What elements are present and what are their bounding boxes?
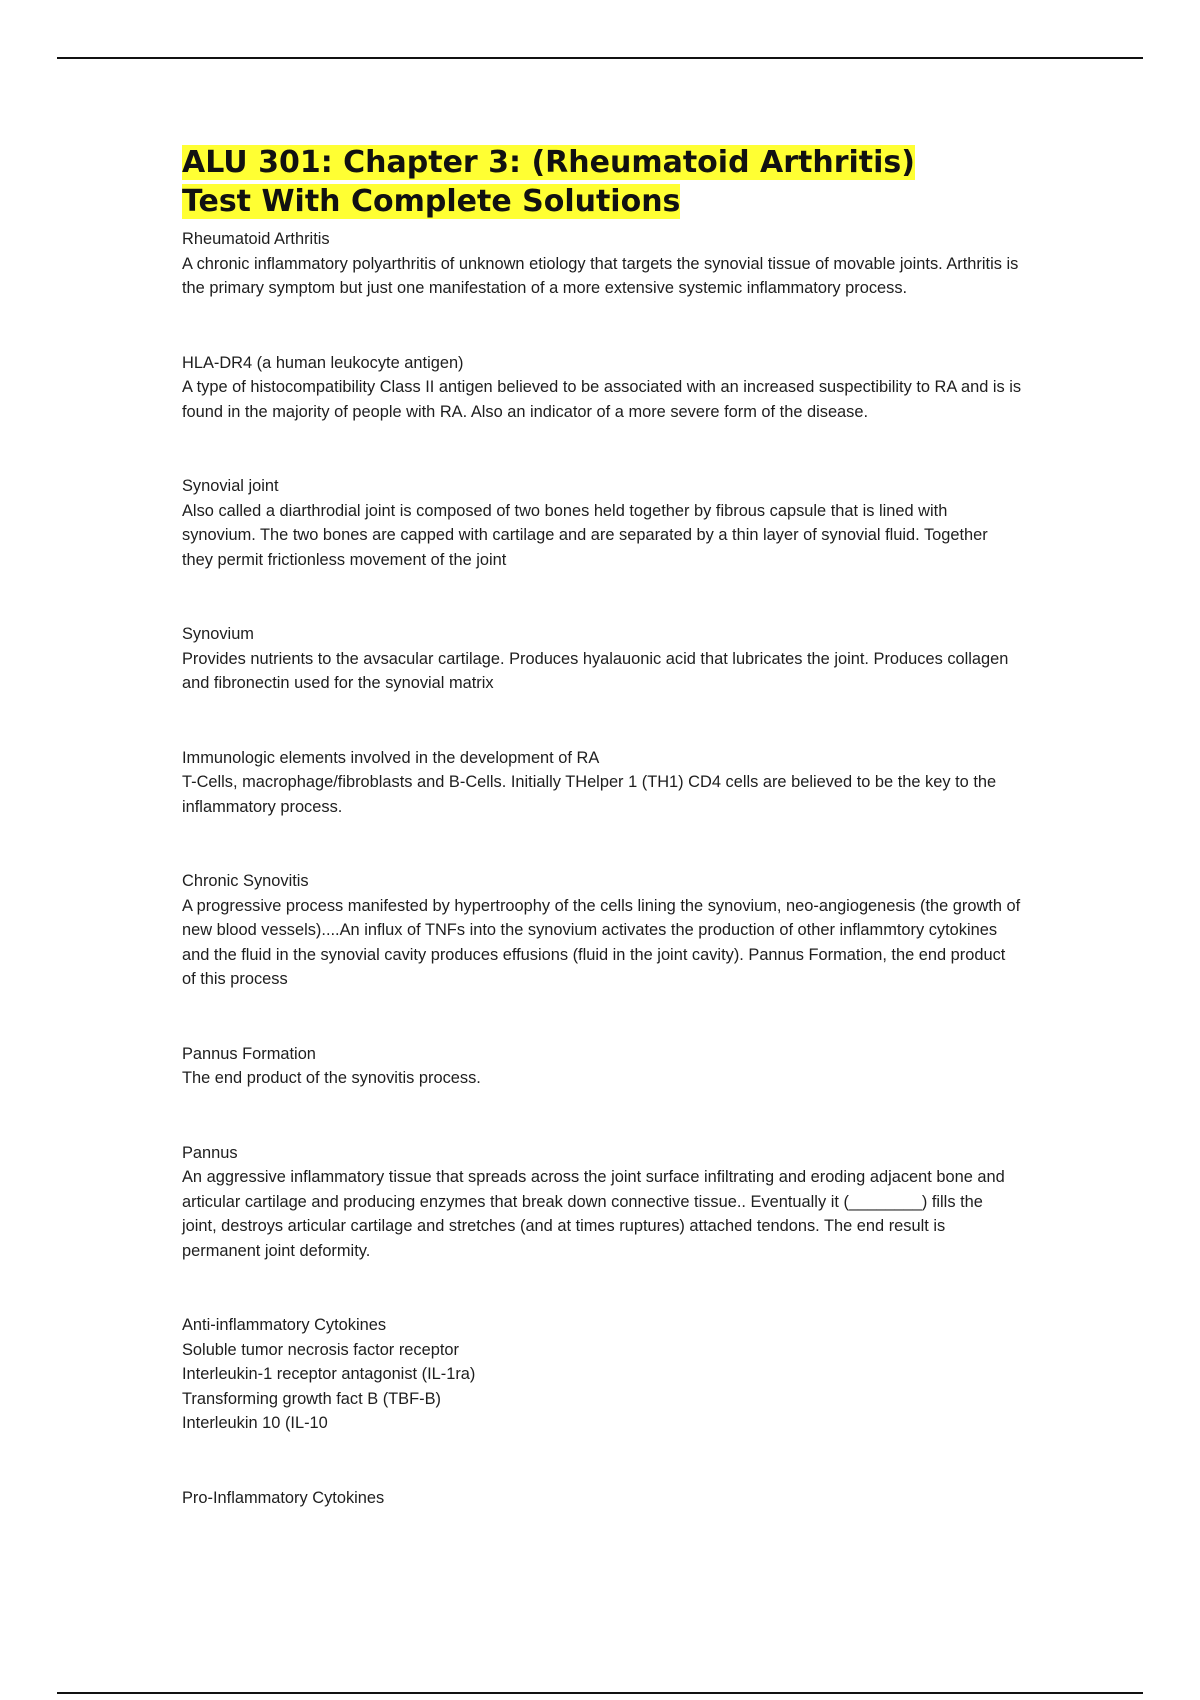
entry-term: Rheumatoid Arthritis: [182, 230, 330, 248]
entry-definition: A chronic inflammatory polyarthritis of unknown etiology that targets the synovial tissue of movable joints. Arthritis is the primary symptom but just one manifestation of a more extensive systemic inflammatory process.: [182, 254, 1023, 297]
title-line-1: ALU 301: Chapter 3: (Rheumatoid Arthritis): [182, 145, 915, 180]
entry-term: Anti-inflammatory Cytokines: [182, 1316, 387, 1334]
entry-rheumatoid-arthritis: [182, 227, 1022, 301]
entry-definition: A type of histocompatibility Class II antigen believed to be associated with an increased suspectibility to RA and is is found in the majority of people with RA. Also an indicator of a more severe form of the disease.: [182, 378, 1026, 421]
cytokine-item: Interleukin-1 receptor antagonist (IL-1ra): [182, 1365, 476, 1383]
cytokine-item: Soluble tumor necrosis factor receptor: [182, 1340, 459, 1359]
entry-definition: A progressive process manifested by hypertroophy of the cells lining the synovium, neo-angiogenesis (the growth of new blood vessels)....An influx of TNFs into the synovium activates the production of other inflammtory cytokines and the fluid in the synovial cavity produces effusions (fluid in the joint cavity). Pannus Formation, the end product of this process: [182, 896, 1025, 988]
entry-anti-inflammatory-cytokines: [182, 1313, 1022, 1436]
entry-chronic-synovitis: [182, 869, 1025, 992]
title-line-2: Test With Complete Solutions: [182, 184, 681, 219]
entry-synovium: [182, 622, 1022, 696]
entry-hla-dr4: [182, 351, 1026, 425]
entry-term: Pannus: [182, 1143, 238, 1162]
entry-definition: Provides nutrients to the avsacular cartilage. Produces hyalauonic acid that lubricates the joint. Produces collagen and fibronectin used for the synovial matrix: [182, 649, 1013, 692]
cytokine-item: Interleukin 10 (IL-10: [182, 1414, 328, 1432]
entry-term: Pro-Inflammatory Cytokines: [182, 1488, 385, 1507]
entry-synovial-joint: [182, 474, 1022, 572]
entry-term: Chronic Synovitis: [182, 872, 309, 890]
entry-term: HLA-DR4 (a human leukocyte antigen): [182, 353, 464, 372]
bottom-rule: [57, 1692, 1143, 1694]
entry-pannus: [182, 1141, 1022, 1264]
entry-term: Synovial joint: [182, 477, 279, 495]
entry-definition: An aggressive inflammatory tissue that spreads across the joint surface infiltrating and eroding adjacent bone and articular cartilage and producing enzymes that break down connective tissue.. Eventually it (________) fills the joint, destroys articular cartilage and stretches (and at times ruptures) attached tendons. The end result is permanent joint deformity.: [182, 1168, 1010, 1260]
entry-immunologic-elements: [182, 746, 1022, 820]
entry-term: Immunologic elements involved in the development of RA: [182, 748, 600, 767]
document-title: [182, 143, 1022, 221]
entry-term: Synovium: [182, 625, 254, 643]
top-rule: [57, 57, 1143, 59]
entry-definition: The end product of the synovitis process.: [182, 1069, 481, 1087]
entry-definition: T-Cells, macrophage/fibroblasts and B-Cells. Initially THelper 1 (TH1) CD4 cells are believed to be the key to the inflammatory process.: [182, 773, 1001, 816]
entry-pro-inflammatory-cytokines: [182, 1486, 1022, 1511]
cytokine-item: Transforming growth fact B (TBF-B): [182, 1389, 441, 1408]
entry-term: Pannus Formation: [182, 1044, 316, 1063]
entry-definition: Also called a diarthrodial joint is composed of two bones held together by fibrous capsule that is lined with synovium. The two bones are capped with cartilage and are separated by a thin layer of synovial fluid. Together they permit frictionless movement of the joint: [182, 501, 993, 569]
entry-pannus-formation: [182, 1042, 1022, 1091]
document-body: [182, 143, 1026, 1560]
